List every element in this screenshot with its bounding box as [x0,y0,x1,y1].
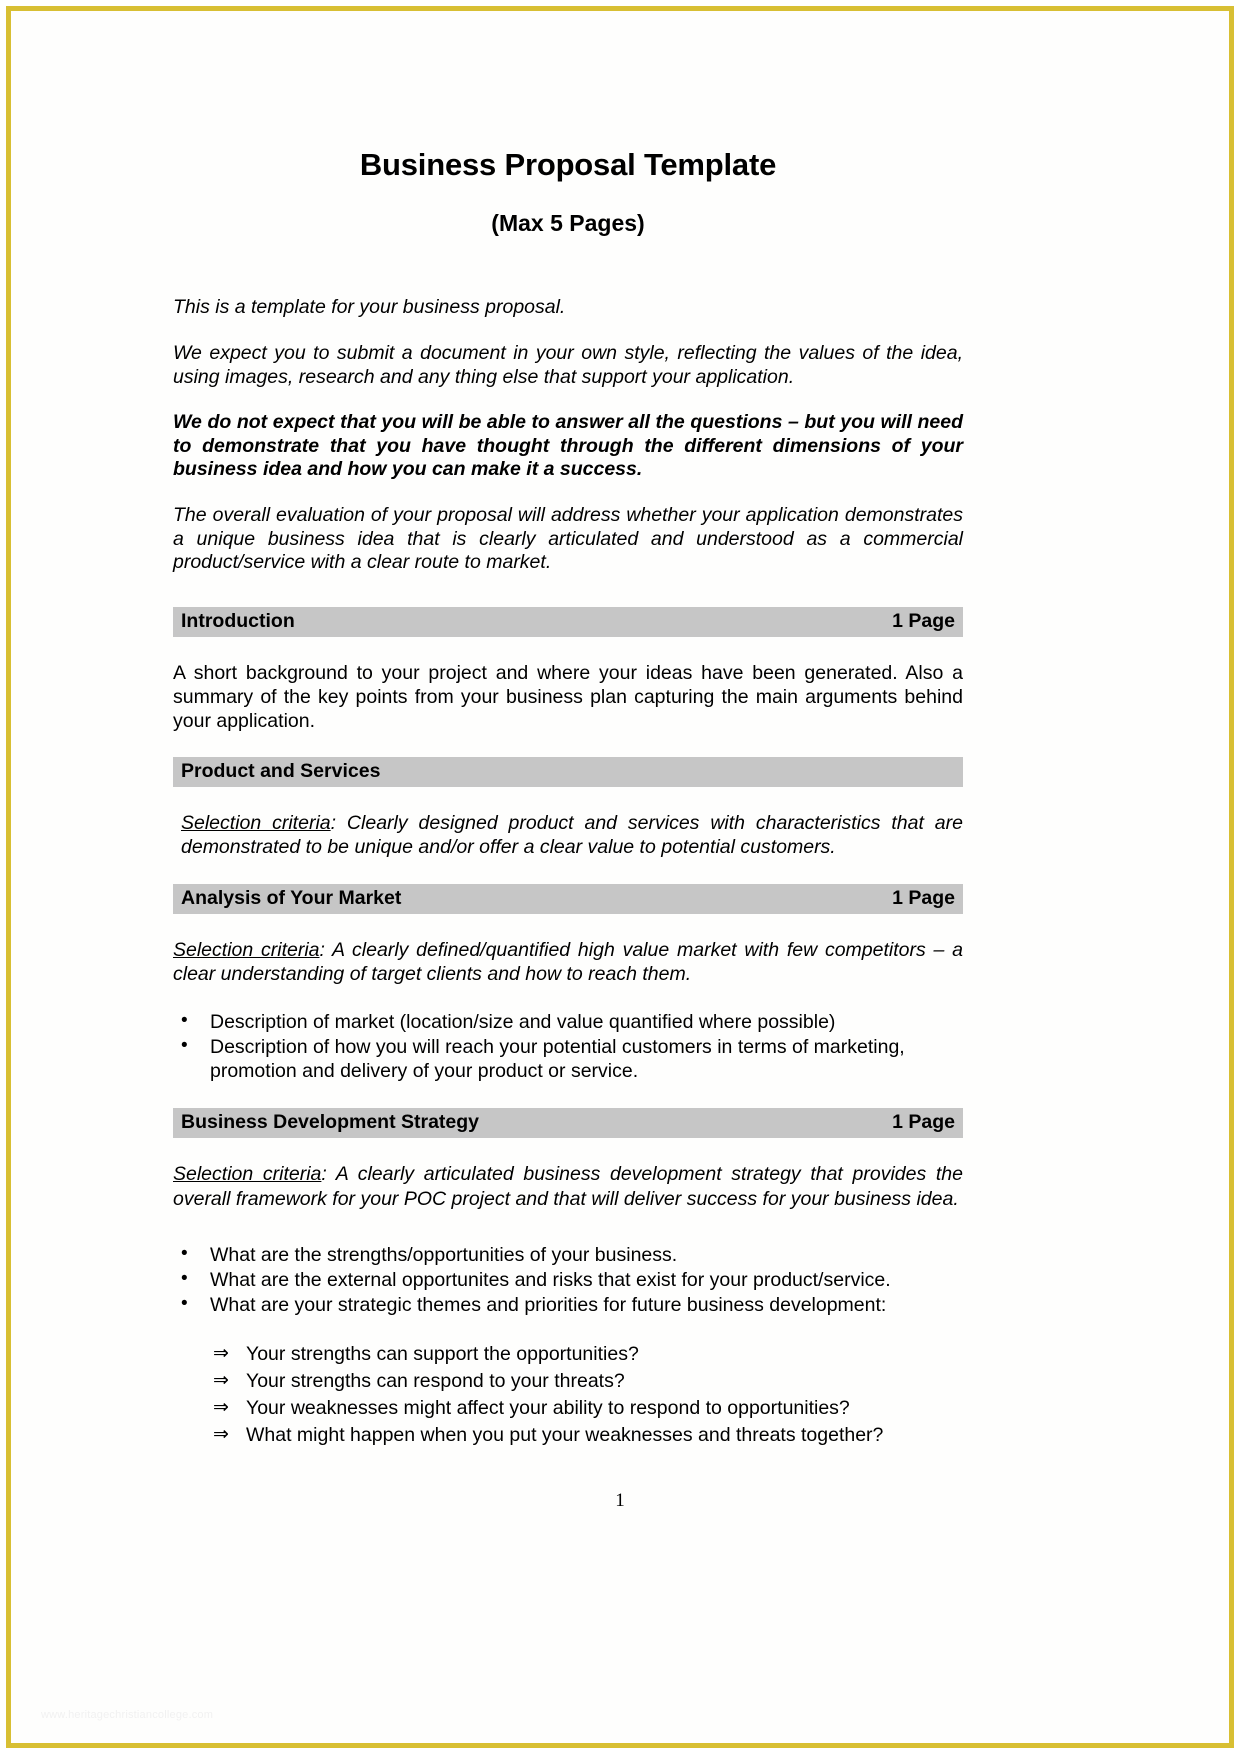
list-item [213,1369,963,1394]
bullet-icon: • [181,1242,188,1264]
criteria-label: Selection criteria [173,938,320,961]
list-item-label: Your strengths can support the opportunities? [246,1343,639,1366]
spacer [173,787,963,811]
page-border-frame [6,6,1234,1748]
section-pagecount-introduction: 1 Page [892,609,955,632]
page-title: Business Proposal Template [359,147,777,182]
section-pagecount-analysis-of-your-market: 1 Page [892,886,955,909]
list-item [173,1035,963,1083]
bullet-list-strategy [173,1243,963,1318]
list-item [173,1243,963,1267]
list-item [173,1010,963,1034]
list-item [213,1396,963,1421]
spacer [173,575,963,607]
criteria-label: Selection criteria [173,1163,322,1186]
document-content [173,11,963,1450]
section-title-analysis-of-your-market: Analysis of Your Market [181,886,402,909]
section-header-introduction [173,607,963,637]
section-title-business-development-strategy: Business Development Strategy [181,1111,480,1134]
bullet-icon: • [181,1267,188,1289]
page-canvas [11,11,1229,1743]
page-number: 1 [615,1490,625,1511]
section-body-introduction: A short background to your project and where your ideas have been generated. Also a summary of the key points from your business plan capturing the main arguments behind your application. [173,661,963,733]
bullet-icon: • [181,1035,188,1057]
bullet-icon: • [181,1293,188,1315]
list-item-label: What are the external opportunites and risks that exist for your product/service. [210,1268,891,1291]
criteria-text: : A clearly articulated business development strategy that provides the overall framework for your POC project and that will deliver success for your business idea. [173,1163,963,1210]
criteria-text: : A clearly defined/quantified high value market with few competitors – a clear understanding of target clients and how to reach them. [173,938,963,985]
spacer [173,637,963,661]
intro-paragraph-2: We expect you to submit a document in your own style, reflecting the values of the idea, using images, research and any thing else that support your application. [173,341,963,388]
spacer [173,860,963,884]
bullet-list-market [173,1010,963,1084]
list-item-label: What are the strengths/opportunities of your business. [210,1243,678,1266]
section-header-business-development-strategy [173,1108,963,1138]
list-item [213,1423,963,1448]
watermark: www.heritagechristiancollege.com [41,1709,214,1721]
intro-paragraph-1: This is a template for your business proposal. [173,296,566,319]
section-header-analysis-of-your-market [173,884,963,914]
criteria-label: Selection criteria [181,812,331,835]
section-title-product-and-services: Product and Services [181,760,381,783]
spacer [173,1084,963,1108]
spacer [173,733,963,757]
double-arrow-right-icon: ⇒ [213,1370,229,1392]
intro-paragraph-4: The overall evaluation of your proposal will address whether your application demonstrates a unique business idea that is clearly articulated and understood as a commercial product/service with a clear route to market. [173,503,963,574]
sub-bullet-indent-wrapper [173,1342,963,1448]
bullet-icon: • [181,1009,188,1031]
selection-criteria-analysis-of-your-market [173,938,963,986]
list-item-label: What might happen when you put your weaknesses and threats together? [246,1424,884,1447]
list-item-label: What are your strategic themes and priorities for future business development: [210,1294,887,1317]
spacer [173,1211,963,1243]
section-header-product-and-services [173,757,963,787]
double-arrow-right-icon: ⇒ [213,1343,229,1365]
list-item [173,1268,963,1292]
intro-paragraph-3-emphasis: We do not expect that you will be able to answer all the questions – but you will need to demonstrate that you have thought through the different dimensions of your business idea and how you can make it a success. [173,411,963,481]
double-arrow-right-icon: ⇒ [213,1424,229,1446]
double-arrow-right-icon: ⇒ [213,1397,229,1419]
list-item-label: Your weaknesses might affect your ability to respond to opportunities? [246,1397,850,1420]
spacer [173,1318,963,1342]
spacer [173,914,963,938]
criteria-text: : Clearly designed product and services with characteristics that are demonstrated to be unique and/or offer a clear value to potential customers. [181,812,963,859]
spacer [173,1138,963,1162]
page-subtitle: (Max 5 Pages) [491,210,645,237]
selection-criteria-product-and-services [173,811,963,859]
spacer [173,986,963,1010]
intro-block [173,296,963,574]
list-item-label: Description of how you will reach your potential customers in terms of marketing, promotion and delivery of your product or service. [210,1036,905,1083]
arrow-list-swot-questions [213,1342,963,1448]
list-item [173,1293,963,1317]
list-item [213,1342,963,1367]
selection-criteria-business-development-strategy [173,1162,963,1210]
section-pagecount-business-development-strategy: 1 Page [892,1111,955,1134]
list-item-label: Description of market (location/size and value quantified where possible) [210,1010,836,1033]
list-item-label: Your strengths can respond to your threats? [246,1370,625,1393]
section-title-introduction: Introduction [181,609,295,632]
